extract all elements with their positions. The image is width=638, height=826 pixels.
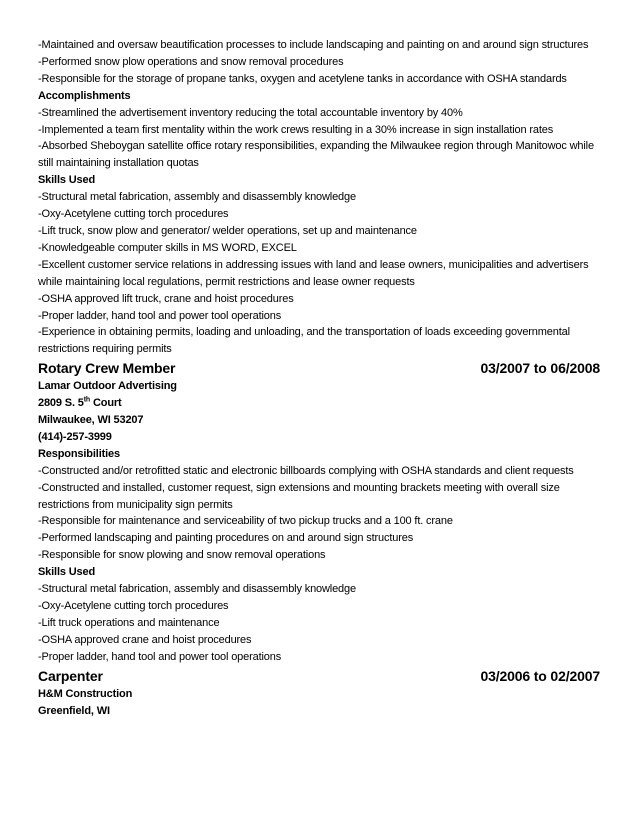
employer-phone: (414)-257-3999 — [38, 430, 112, 443]
skill-item: -Oxy-Acetylene cutting torch procedures — [38, 600, 229, 612]
responsibility-item: -Performed landscaping and painting procedures on and around sign structures — [38, 532, 414, 545]
employer-city: Greenfield, WI — [38, 704, 110, 717]
skill-item: -Structural metal fabrication, assembly and disassembly knowledge — [38, 191, 356, 204]
employer-name: H&M Construction — [38, 687, 133, 700]
accomplishment-item: -Implemented a team first mentality within the work crews resulting in a 30% increase in sign installation rates — [38, 123, 554, 136]
employer-address: 2809 S. 5th Court — [38, 396, 122, 410]
responsibility-item: -Constructed and/or retrofitted static and electronic billboards complying with OSHA standards and client requests — [38, 464, 574, 477]
skill-item: -Experience in obtaining permits, loading and unloading, and the transportation of loads exceeding governmental restrictions requiring permits — [38, 326, 570, 356]
skills-heading: Skills Used — [38, 566, 96, 579]
responsibility-item: -Responsible for snow plowing and snow removal operations — [38, 549, 326, 562]
job-title: Rotary Crew Member — [38, 360, 176, 377]
skill-item: -OSHA approved lift truck, crane and hoist procedures — [38, 292, 294, 305]
skill-item: -Structural metal fabrication, assembly and disassembly knowledge — [38, 583, 356, 596]
responsibility-item: -Responsible for maintenance and serviceability of two pickup trucks and a 100 ft. crane — [38, 515, 453, 528]
accomplishments-heading: Accomplishments — [38, 89, 131, 102]
skills-heading: Skills Used — [38, 174, 96, 187]
employer-city: Milwaukee, WI 53207 — [38, 414, 144, 427]
skill-item: -Lift truck operations and maintenance — [38, 616, 220, 629]
accomplishment-item: -Absorbed Sheboygan satellite office rotary responsibilities, expanding the Milwaukee region through Manitowoc while still maintaining installation quotas — [38, 140, 594, 170]
responsibilities-heading: Responsibilities — [38, 447, 120, 460]
duty-item: -Performed snow plow operations and snow removal procedures — [38, 55, 344, 68]
skill-item: -OSHA approved crane and hoist procedures — [38, 633, 252, 646]
skill-item: -Oxy-Acetylene cutting torch procedures — [38, 208, 229, 221]
responsibility-item: -Constructed and installed, customer request, sign extensions and mounting brackets meeting with overall size restrictions from municipality sign permits — [38, 481, 560, 511]
skill-item: -Lift truck, snow plow and generator/ welder operations, set up and maintenance — [38, 224, 417, 237]
job-dates: 03/2007 to 06/2008 — [480, 360, 600, 377]
employer-name: Lamar Outdoor Advertising — [38, 380, 177, 393]
accomplishment-item: -Streamlined the advertisement inventory reducing the total accountable inventory by 40% — [38, 106, 463, 119]
skill-item: -Proper ladder, hand tool and power tool operations — [38, 309, 282, 322]
job-heading — [38, 667, 608, 686]
skill-item: -Excellent customer service relations in addressing issues with land and lease owners, municipalities and advertisers while maintaining local regulations, permit restrictions and lease owner requests — [38, 258, 589, 288]
duty-item: -Maintained and oversaw beautification processes to include landscaping and painting on and around sign structures — [38, 39, 589, 51]
skill-item: -Proper ladder, hand tool and power tool operations — [38, 650, 282, 663]
job-dates: 03/2006 to 02/2007 — [480, 667, 600, 684]
duty-item: -Responsible for the storage of propane tanks, oxygen and acetylene tanks in accordance with OSHA standards — [38, 72, 567, 85]
job-title: Carpenter — [38, 667, 103, 684]
job-heading — [38, 359, 608, 378]
skill-item: -Knowledgeable computer skills in MS WORD, EXCEL — [38, 241, 297, 254]
